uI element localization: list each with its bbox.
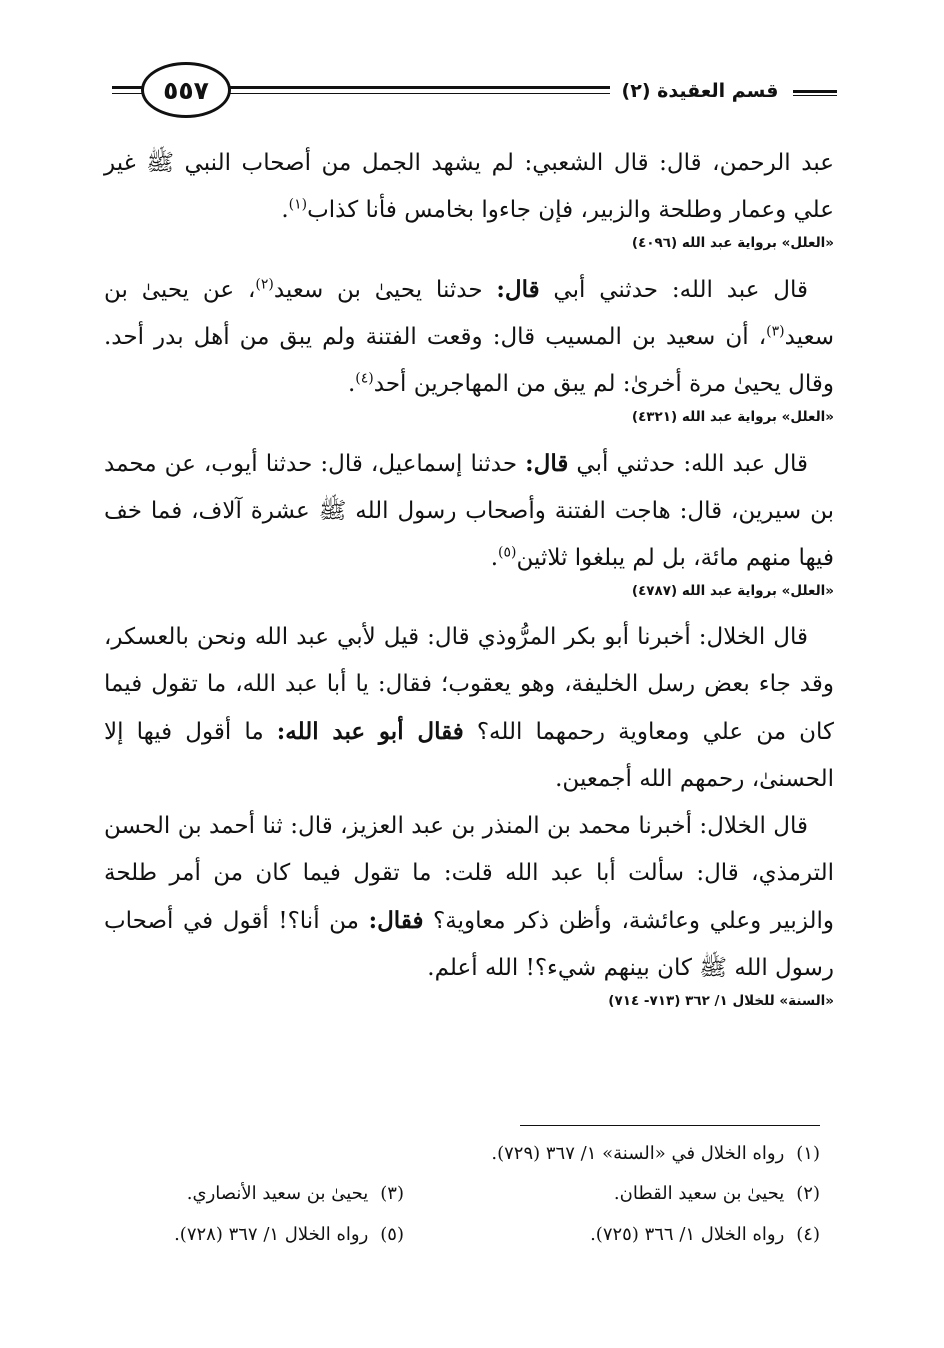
text-segment: حدثنا إسماعيل، قال: حدثنا أيوب، عن محمد بن سيرين، قال: هاجت الفتنة وأصحاب رسول الله ﷺ عشرة آلاف، فما خف فيها منهم مائة، بل لم يبلغوا ثلاثين <box>104 451 834 571</box>
text-segment: قال الخلال: أخبرنا محمد بن المنذر بن عبد العزيز، قال: ثنا أحمد بن الحسن الترمذي، قال: سألت أبا عبد الله قلت: ما تقول فيما كان من أمر طلحة والزبير وعلي وعائشة، وأظن ذكر معاوية؟ <box>104 813 835 934</box>
footnote-number: (٥) <box>380 1224 404 1245</box>
footnote-number: (٣) <box>380 1183 404 1204</box>
paragraph-4 <box>104 614 834 803</box>
text-segment: حدثنا يحيىٰ بن سعيد <box>273 277 497 303</box>
bold-segment: قال: <box>525 450 569 477</box>
text-segment: ، عن يحيىٰ بن سعيد <box>104 277 834 350</box>
footnote-ref: (٣) <box>766 323 785 340</box>
footnote-ref: (٢) <box>255 276 274 293</box>
text-segment: من أنا؟! أقول في أصحاب رسول الله ﷺ كان بينهم شيء؟! الله أعلم. <box>104 908 834 981</box>
footnote-text: يحيىٰ بن سعيد القطان. <box>613 1183 785 1204</box>
footnote-text: رواه الخلال في «السنة» ١/ ٣٦٧ (٧٢٩). <box>491 1143 785 1164</box>
running-title: قسم العقيدة (٢) <box>610 76 790 106</box>
footnote-number: (٤) <box>796 1224 820 1245</box>
source-citation: «العلل» برواية عبد الله (٤٠٩٦) <box>631 235 834 251</box>
paragraph-end: . <box>281 197 289 223</box>
footnote-ref: (١) <box>288 196 308 213</box>
text-segment: قال عبد الله: حدثني أبي <box>568 451 808 477</box>
text-segment: . <box>347 371 356 397</box>
text-segment: قال عبد الله: حدثني أبي <box>539 277 808 303</box>
text-segment: ما أقول فيها إلا الحسنىٰ، رحمهم الله أجمعين. <box>104 719 834 792</box>
source-citation: «السنة» للخلال ١/ ٣٦٢ (٧١٣- ٧١٤) <box>608 993 834 1009</box>
text-segment: . <box>490 545 499 571</box>
paragraph-1 <box>104 140 834 234</box>
paragraph-text: عبد الرحمن، قال: قال الشعبي: لم يشهد الجمل من أصحاب النبي ﷺ غير علي وعمار وطلحة والزبير، فإن جاءوا بخامس فأنا كذاب <box>104 150 834 223</box>
footnote-ref: (٤) <box>355 370 374 387</box>
main-text <box>104 140 834 1024</box>
footnote-5 <box>174 1221 404 1249</box>
source-citation: «العلل» برواية عبد الله (٤٣٢١) <box>631 409 834 425</box>
footnote-2 <box>614 1180 820 1208</box>
text-segment: ، أن سعيد بن المسيب قال: وقعت الفتنة ولم يبق من أهل بدر أحد. وقال يحيىٰ مرة أخرىٰ: لم يبق من المهاجرين أحد <box>104 324 834 397</box>
paragraph-2 <box>104 266 834 408</box>
bold-segment: قال: <box>496 276 540 303</box>
bold-segment: فقال أبو عبد الله: <box>276 718 464 745</box>
footnote-ref: (٥) <box>498 544 517 561</box>
footnote-text: رواه الخلال ١/ ٣٦٦ (٧٢٥). <box>590 1224 785 1245</box>
footnote-text: رواه الخلال ١/ ٣٦٧ (٧٢٨). <box>174 1224 369 1245</box>
footnote-number: (٢) <box>796 1183 820 1204</box>
footnote-number: (١) <box>796 1143 820 1164</box>
footnote-separator <box>520 1125 820 1126</box>
footnote-text: يحيىٰ بن سعيد الأنصاري. <box>186 1183 369 1204</box>
page-number: ٥٥٧ <box>141 62 231 118</box>
footnote-4 <box>590 1221 820 1249</box>
footnote-1 <box>491 1140 820 1168</box>
paragraph-5 <box>104 803 834 992</box>
bold-segment: فقال: <box>368 907 424 934</box>
text-segment: قال الخلال: أخبرنا أبو بكر المرُّوذي قال: قيل لأبي عبد الله ونحن بالعسكر، وقد جاء بعض رسل الخليفة، وهو يعقوب؛ فقال: يا أبا عبد الله، ما تقول فيما كان من علي ومعاوية رحمهما الله؟ <box>104 624 834 745</box>
source-citation: «العلل» برواية عبد الله (٤٧٨٧) <box>631 583 834 599</box>
footnote-3 <box>187 1180 404 1208</box>
paragraph-3 <box>104 440 834 582</box>
header-rule-end <box>793 90 837 96</box>
